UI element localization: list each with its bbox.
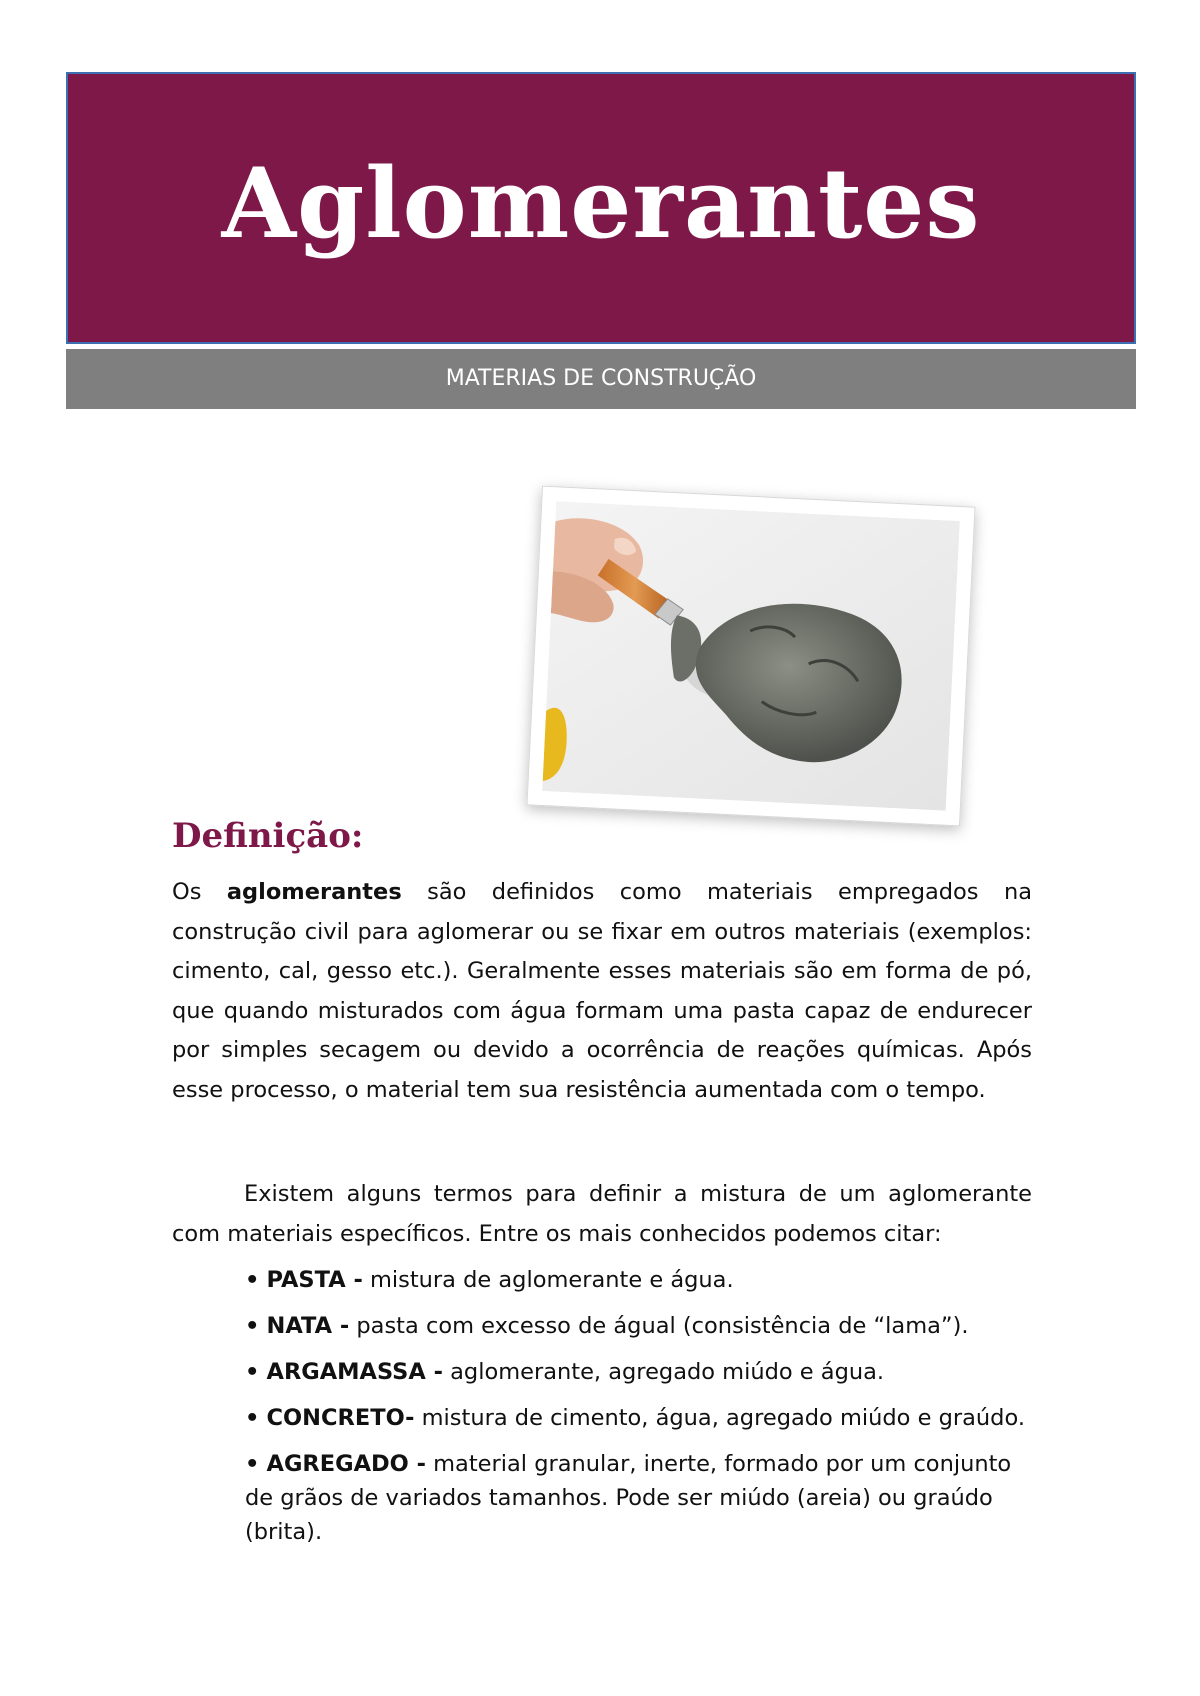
- term-description: aglomerante, agregado miúdo e água.: [450, 1359, 885, 1385]
- page-subtitle: MATERIAS DE CONSTRUÇÃO: [445, 366, 757, 391]
- term-description: mistura de aglomerante e água.: [369, 1267, 734, 1293]
- trowel-cement-photo-icon: [542, 501, 960, 810]
- term-description: mistura de cimento, água, agregado miúdo e graúdo.: [421, 1405, 1025, 1431]
- definition-paragraph: [172, 873, 1032, 1111]
- term-name: PASTA -: [266, 1267, 363, 1293]
- subtitle-band: [66, 349, 1136, 409]
- bullet: •: [245, 1313, 260, 1339]
- list-item: [245, 1263, 1035, 1297]
- photo-frame: [526, 486, 975, 827]
- section-heading-definicao: Definição:: [172, 816, 364, 856]
- list-item: [245, 1401, 1035, 1435]
- terms-list: [245, 1263, 1035, 1561]
- term-name: ARGAMASSA -: [266, 1359, 443, 1385]
- title-band: [66, 72, 1136, 344]
- term-description: material granular, inerte, formado por um conjunto de grãos de variados tamanhos. Pode ser miúdo (areia) ou graúdo (brita).: [245, 1451, 1012, 1545]
- list-item: [245, 1447, 1035, 1549]
- paragraph-body: são definidos como materiais empregados na construção civil para aglomerar ou se fixar em outros materiais (exemplos: cimento, cal, gesso etc.). Geralmente esses materiais são em forma de pó, que quando misturados com água formam uma pasta capaz de endurecer por simples secagem ou devido a ocorrência de reações químicas. Após esse processo, o material tem sua resistência aumentada com o tempo.: [172, 879, 1032, 1103]
- term-description: pasta com excesso de águal (consistência de “lama”).: [356, 1313, 969, 1339]
- bullet: •: [245, 1405, 260, 1431]
- term-name: CONCRETO-: [266, 1405, 415, 1431]
- bullet: •: [245, 1451, 260, 1477]
- paragraph-lead: Os: [172, 879, 202, 905]
- bold-term: aglomerantes: [226, 879, 402, 905]
- bullet: •: [245, 1267, 260, 1293]
- terms-intro-paragraph: Existem alguns termos para definir a mistura de um aglomerante com materiais específicos. Entre os mais conhecidos podemos citar:: [172, 1181, 1032, 1247]
- list-item: [245, 1355, 1035, 1389]
- term-name: NATA -: [266, 1313, 350, 1339]
- page-title: Aglomerantes: [221, 147, 981, 260]
- bullet: •: [245, 1359, 260, 1385]
- list-item: [245, 1309, 1035, 1343]
- term-name: AGREGADO -: [266, 1451, 426, 1477]
